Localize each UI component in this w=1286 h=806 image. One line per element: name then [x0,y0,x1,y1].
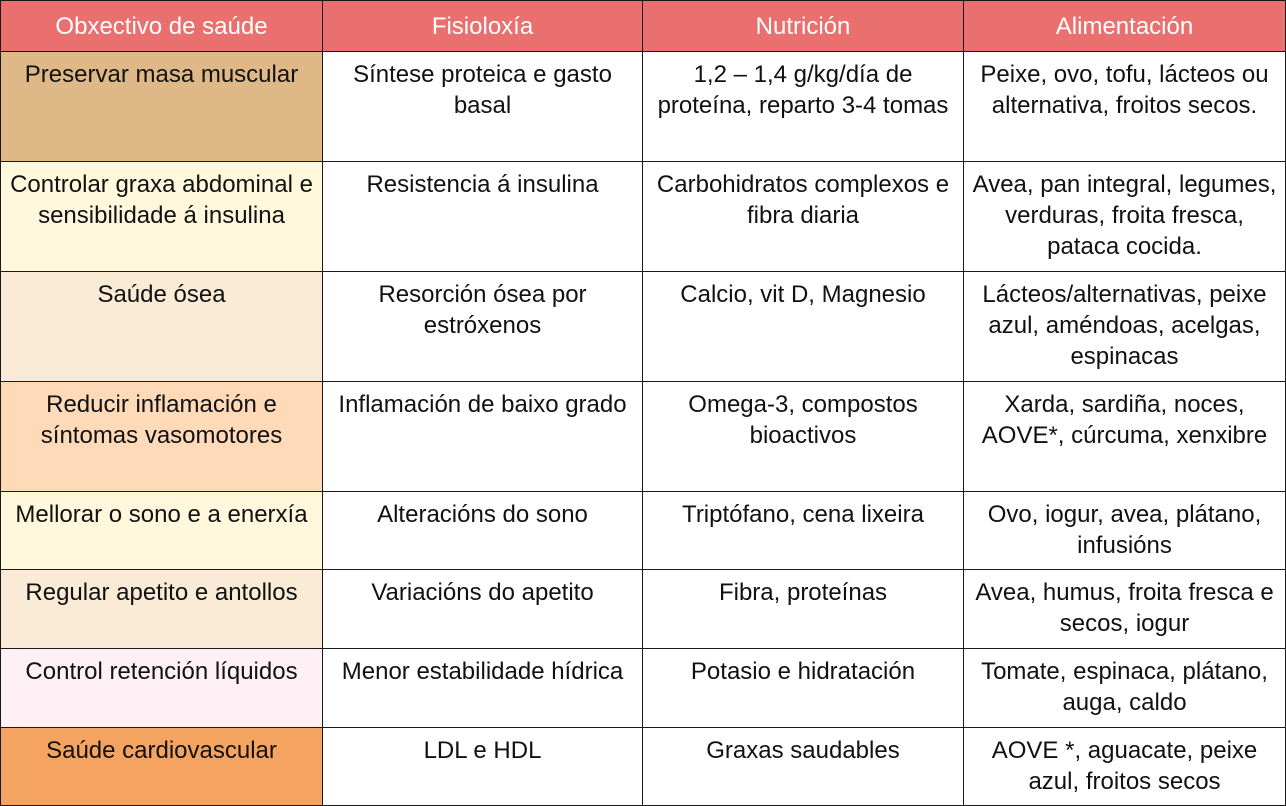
goal-cell: Preservar masa muscular [1,52,323,162]
table-row [1,570,1286,649]
physiology-cell: Alteracións do sono [323,492,643,570]
table-row [1,649,1286,728]
table-row [1,382,1286,492]
table-row [1,52,1286,162]
goal-cell: Regular apetito e antollos [1,570,323,649]
food-cell: Lácteos/alternativas, peixe azul, améndoas, acelgas, espinacas [964,272,1286,382]
physiology-cell: Variacións do apetito [323,570,643,649]
nutrition-cell: Calcio, vit D, Magnesio [643,272,964,382]
goal-cell: Saúde ósea [1,272,323,382]
goal-cell: Reducir inflamación e síntomas vasomotores [1,382,323,492]
food-cell: Ovo, iogur, avea, plátano, infusións [964,492,1286,570]
physiology-cell: Inflamación de baixo grado [323,382,643,492]
physiology-cell: Menor estabilidade hídrica [323,649,643,728]
food-cell: Avea, humus, froita fresca e secos, iogur [964,570,1286,649]
nutrition-cell: Graxas saudables [643,728,964,806]
physiology-cell: LDL e HDL [323,728,643,806]
food-cell: Tomate, espinaca, plátano, auga, caldo [964,649,1286,728]
nutrition-cell: Carbohidratos complexos e fibra diaria [643,162,964,272]
food-cell: Peixe, ovo, tofu, lácteos ou alternativa, froitos secos. [964,52,1286,162]
nutrition-cell: Potasio e hidratación [643,649,964,728]
goal-cell: Mellorar o sono e a enerxía [1,492,323,570]
nutrition-cell: Fibra, proteínas [643,570,964,649]
nutrition-cell: Triptófano, cena lixeira [643,492,964,570]
food-cell: AOVE *, aguacate, peixe azul, froitos secos [964,728,1286,806]
physiology-cell: Resistencia á insulina [323,162,643,272]
goal-cell: Controlar graxa abdominal e sensibilidade á insulina [1,162,323,272]
food-cell: Avea, pan integral, legumes, verduras, froita fresca, pataca cocida. [964,162,1286,272]
food-cell: Xarda, sardiña, noces, AOVE*, cúrcuma, xenxibre [964,382,1286,492]
header-food: Alimentación [964,1,1286,52]
table-row [1,728,1286,806]
header-nutrition: Nutrición [643,1,964,52]
nutrition-cell: 1,2 – 1,4 g/kg/día de proteína, reparto 3-4 tomas [643,52,964,162]
goal-cell: Saúde cardiovascular [1,728,323,806]
goal-cell: Control retención líquidos [1,649,323,728]
table-row [1,492,1286,570]
physiology-cell: Resorción ósea por estróxenos [323,272,643,382]
header-physiology: Fisioloxía [323,1,643,52]
table-row [1,272,1286,382]
nutrition-cell: Omega-3, compostos bioactivos [643,382,964,492]
header-goal: Obxectivo de saúde [1,1,323,52]
physiology-cell: Síntese proteica e gasto basal [323,52,643,162]
header-row [1,1,1286,52]
table-row [1,162,1286,272]
